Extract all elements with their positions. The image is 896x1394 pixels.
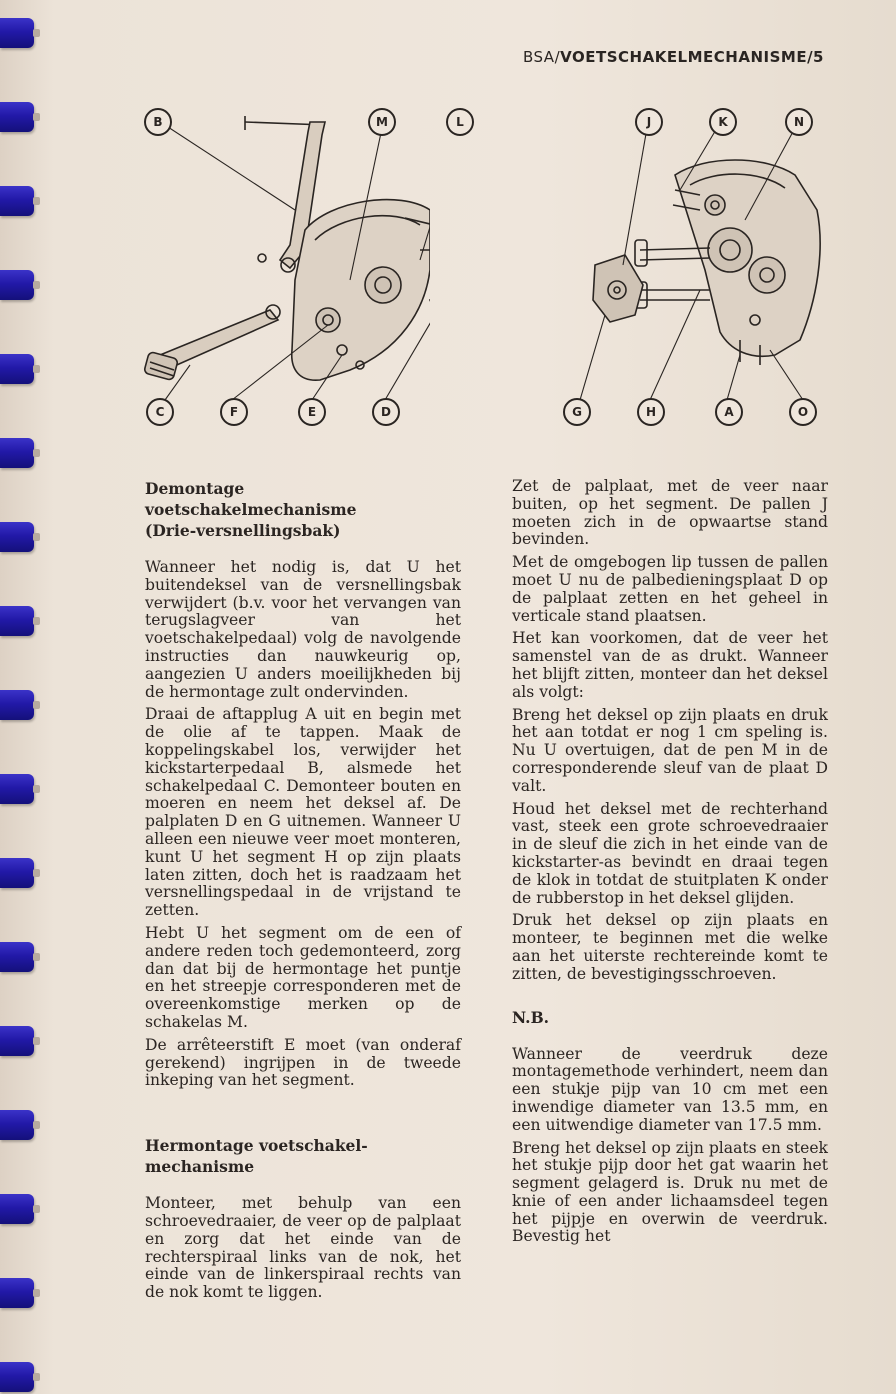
callout-l: L (446, 108, 474, 136)
binding-hole (33, 449, 40, 457)
binding-ring (0, 774, 34, 804)
page-header (523, 48, 824, 66)
callout-j: J (635, 108, 663, 136)
callout-a: A (715, 398, 743, 426)
binding-ring (0, 270, 34, 300)
callout-b: B (144, 108, 172, 136)
binding-hole (33, 1373, 40, 1381)
gearbox-internals-illustration (555, 100, 825, 430)
paragraph: Breng het deksel op zijn plaats en druk het aan totdat er nog 1 cm speling is. Nu U overtuigen, dat de pen M in de corresponderende sleuf van de plaat D valt. (512, 705, 828, 795)
figure-gearbox-internals (555, 100, 825, 430)
paragraph: Hebt U het segment om de een of andere reden toch gedemonteerd, zorg dan dat bij de hermontage het puntje en het streepje corresponderen met de overeenkomstige merken op de schakelas M. (145, 923, 461, 1031)
callout-d: D (372, 398, 400, 426)
section-title-demontage (145, 478, 461, 541)
callout-g: G (563, 398, 591, 426)
callout-f: F (220, 398, 248, 426)
binding-ring (0, 1194, 34, 1224)
section-title-demontage-line1: Demontage voetschakelmechanisme (145, 479, 357, 519)
paragraph: Houd het deksel met de rechterhand vast, steek een grote schroevedraaier in de sleuf die zich in het einde van de kickstarter-as bevindt en draai tegen de klok in totdat de stuitplaten K onder de rubberstop in het deksel glijden. (512, 799, 828, 907)
paragraph: De arrêteerstift E moet (van onderaf gerekend) ingrijpen in de tweede inkeping van het segment. (145, 1035, 461, 1090)
binding-ring (0, 606, 34, 636)
spiral-binding (0, 0, 42, 1394)
binding-hole (33, 869, 40, 877)
binding-ring (0, 942, 34, 972)
binding-ring (0, 102, 34, 132)
callout-m: M (368, 108, 396, 136)
binding-ring (0, 438, 34, 468)
paragraph: Draai de aftapplug A uit en begin met de olie af te tappen. Maak de koppelingskabel los, verwijder het kickstarterpedaal B, alsmede het schakelpedaal C. Demonteer bouten en moeren en neem het deksel af. De palplaten D en G uitnemen. Wanneer U alleen een nieuwe veer moet monteren, kunt U het segment H op zijn plaats laten zitten, doch het is raadzaam het versnellingspedaal in de vrijstand te zetten. (145, 705, 461, 920)
binding-ring (0, 522, 34, 552)
callout-k: K (709, 108, 737, 136)
paragraph: Wanneer de veerdruk deze montagemethode verhindert, neem dan een stukje pijp van 10 cm met een inwendige diameter van 13.5 mm, en een uitwendige diameter van 17.5 mm. (512, 1044, 828, 1134)
header-title: VOETSCHAKELMECHANISME/5 (560, 48, 824, 66)
left-text-column (145, 478, 461, 1307)
paragraph: Wanneer het nodig is, dat U het buitendeksel van de versnellingsbak verwijdert (b.v. voor het vervangen van terugslagveer van het voetschakelpedaal) volg de navolgende instructies dan nauwkeurig op, aangezien U anders moeilijkheden bij de hermontage zult ondervinden. (145, 558, 461, 701)
binding-hole (33, 281, 40, 289)
binding-ring (0, 1362, 34, 1392)
binding-ring (0, 690, 34, 720)
binding-hole (33, 1121, 40, 1129)
callout-c: C (146, 398, 174, 426)
paragraph: Breng het deksel op zijn plaats en steek het stukje pijp door het gat waarin het segment gelagerd is. Druk nu met de knie of een ander lichaamsdeel tegen het pijpje en overwin de veerdruk. Bevestig het (512, 1138, 829, 1246)
section-title-hermontage-line2: mechanisme (145, 1157, 255, 1177)
binding-hole (33, 533, 40, 541)
binding-hole (33, 1037, 40, 1045)
gearbox-cover-illustration (130, 100, 430, 430)
section-title-demontage-line2: (Drie-versnellingsbak) (145, 521, 341, 540)
binding-ring (0, 1278, 34, 1308)
paragraph: Druk het deksel op zijn plaats en monteer, te beginnen met die welke aan het uiterste rechtereinde komt te zitten, de bevestigingsschroeven. (512, 911, 828, 983)
section-title-hermontage-line1: Hermontage voetschakel- (145, 1136, 368, 1156)
binding-ring (0, 1026, 34, 1056)
paragraph: Met de omgebogen lip tussen de pallen moet U nu de palbedieningsplaat D op de palplaat zetten en het geheel in verticale stand plaatsen. (512, 553, 828, 625)
binding-hole (33, 113, 40, 121)
binding-hole (33, 617, 40, 625)
binding-hole (33, 197, 40, 205)
paragraph: Het kan voorkomen, dat de veer het samenstel van de as drukt. Wanneer het blijft zitten, monteer dan het deksel als volgt: (512, 629, 828, 701)
binding-ring (0, 858, 34, 888)
binding-hole (33, 701, 40, 709)
header-prefix: BSA/ (522, 48, 561, 66)
binding-ring (0, 18, 34, 48)
figure-gearbox-cover (130, 100, 464, 430)
binding-hole (33, 1205, 40, 1213)
binding-hole (33, 365, 40, 373)
paragraph: Monteer, met behulp van een schroevedraaier, de veer op de palplaat en zorg dat het einde van de rechterspiraal links van de nok, het einde van de linkerspiraal rechts van de nok komt te liggen. (145, 1194, 461, 1302)
binding-hole (33, 29, 40, 37)
binding-hole (33, 953, 40, 961)
binding-ring (0, 354, 34, 384)
callout-e: E (298, 398, 326, 426)
binding-hole (33, 1289, 40, 1297)
callout-n: N (785, 108, 813, 136)
paragraph: Zet de palplaat, met de veer naar buiten, op het segment. De pallen J moeten zich in de opwaartse stand bevinden. (512, 477, 828, 549)
binding-ring (0, 1110, 34, 1140)
binding-ring (0, 186, 34, 216)
binding-hole (33, 785, 40, 793)
callout-h: H (637, 398, 665, 426)
right-text-column (512, 478, 828, 1251)
callout-o: O (789, 398, 817, 426)
section-title-hermontage (145, 1135, 461, 1177)
nb-title: N.B. (512, 1007, 550, 1027)
